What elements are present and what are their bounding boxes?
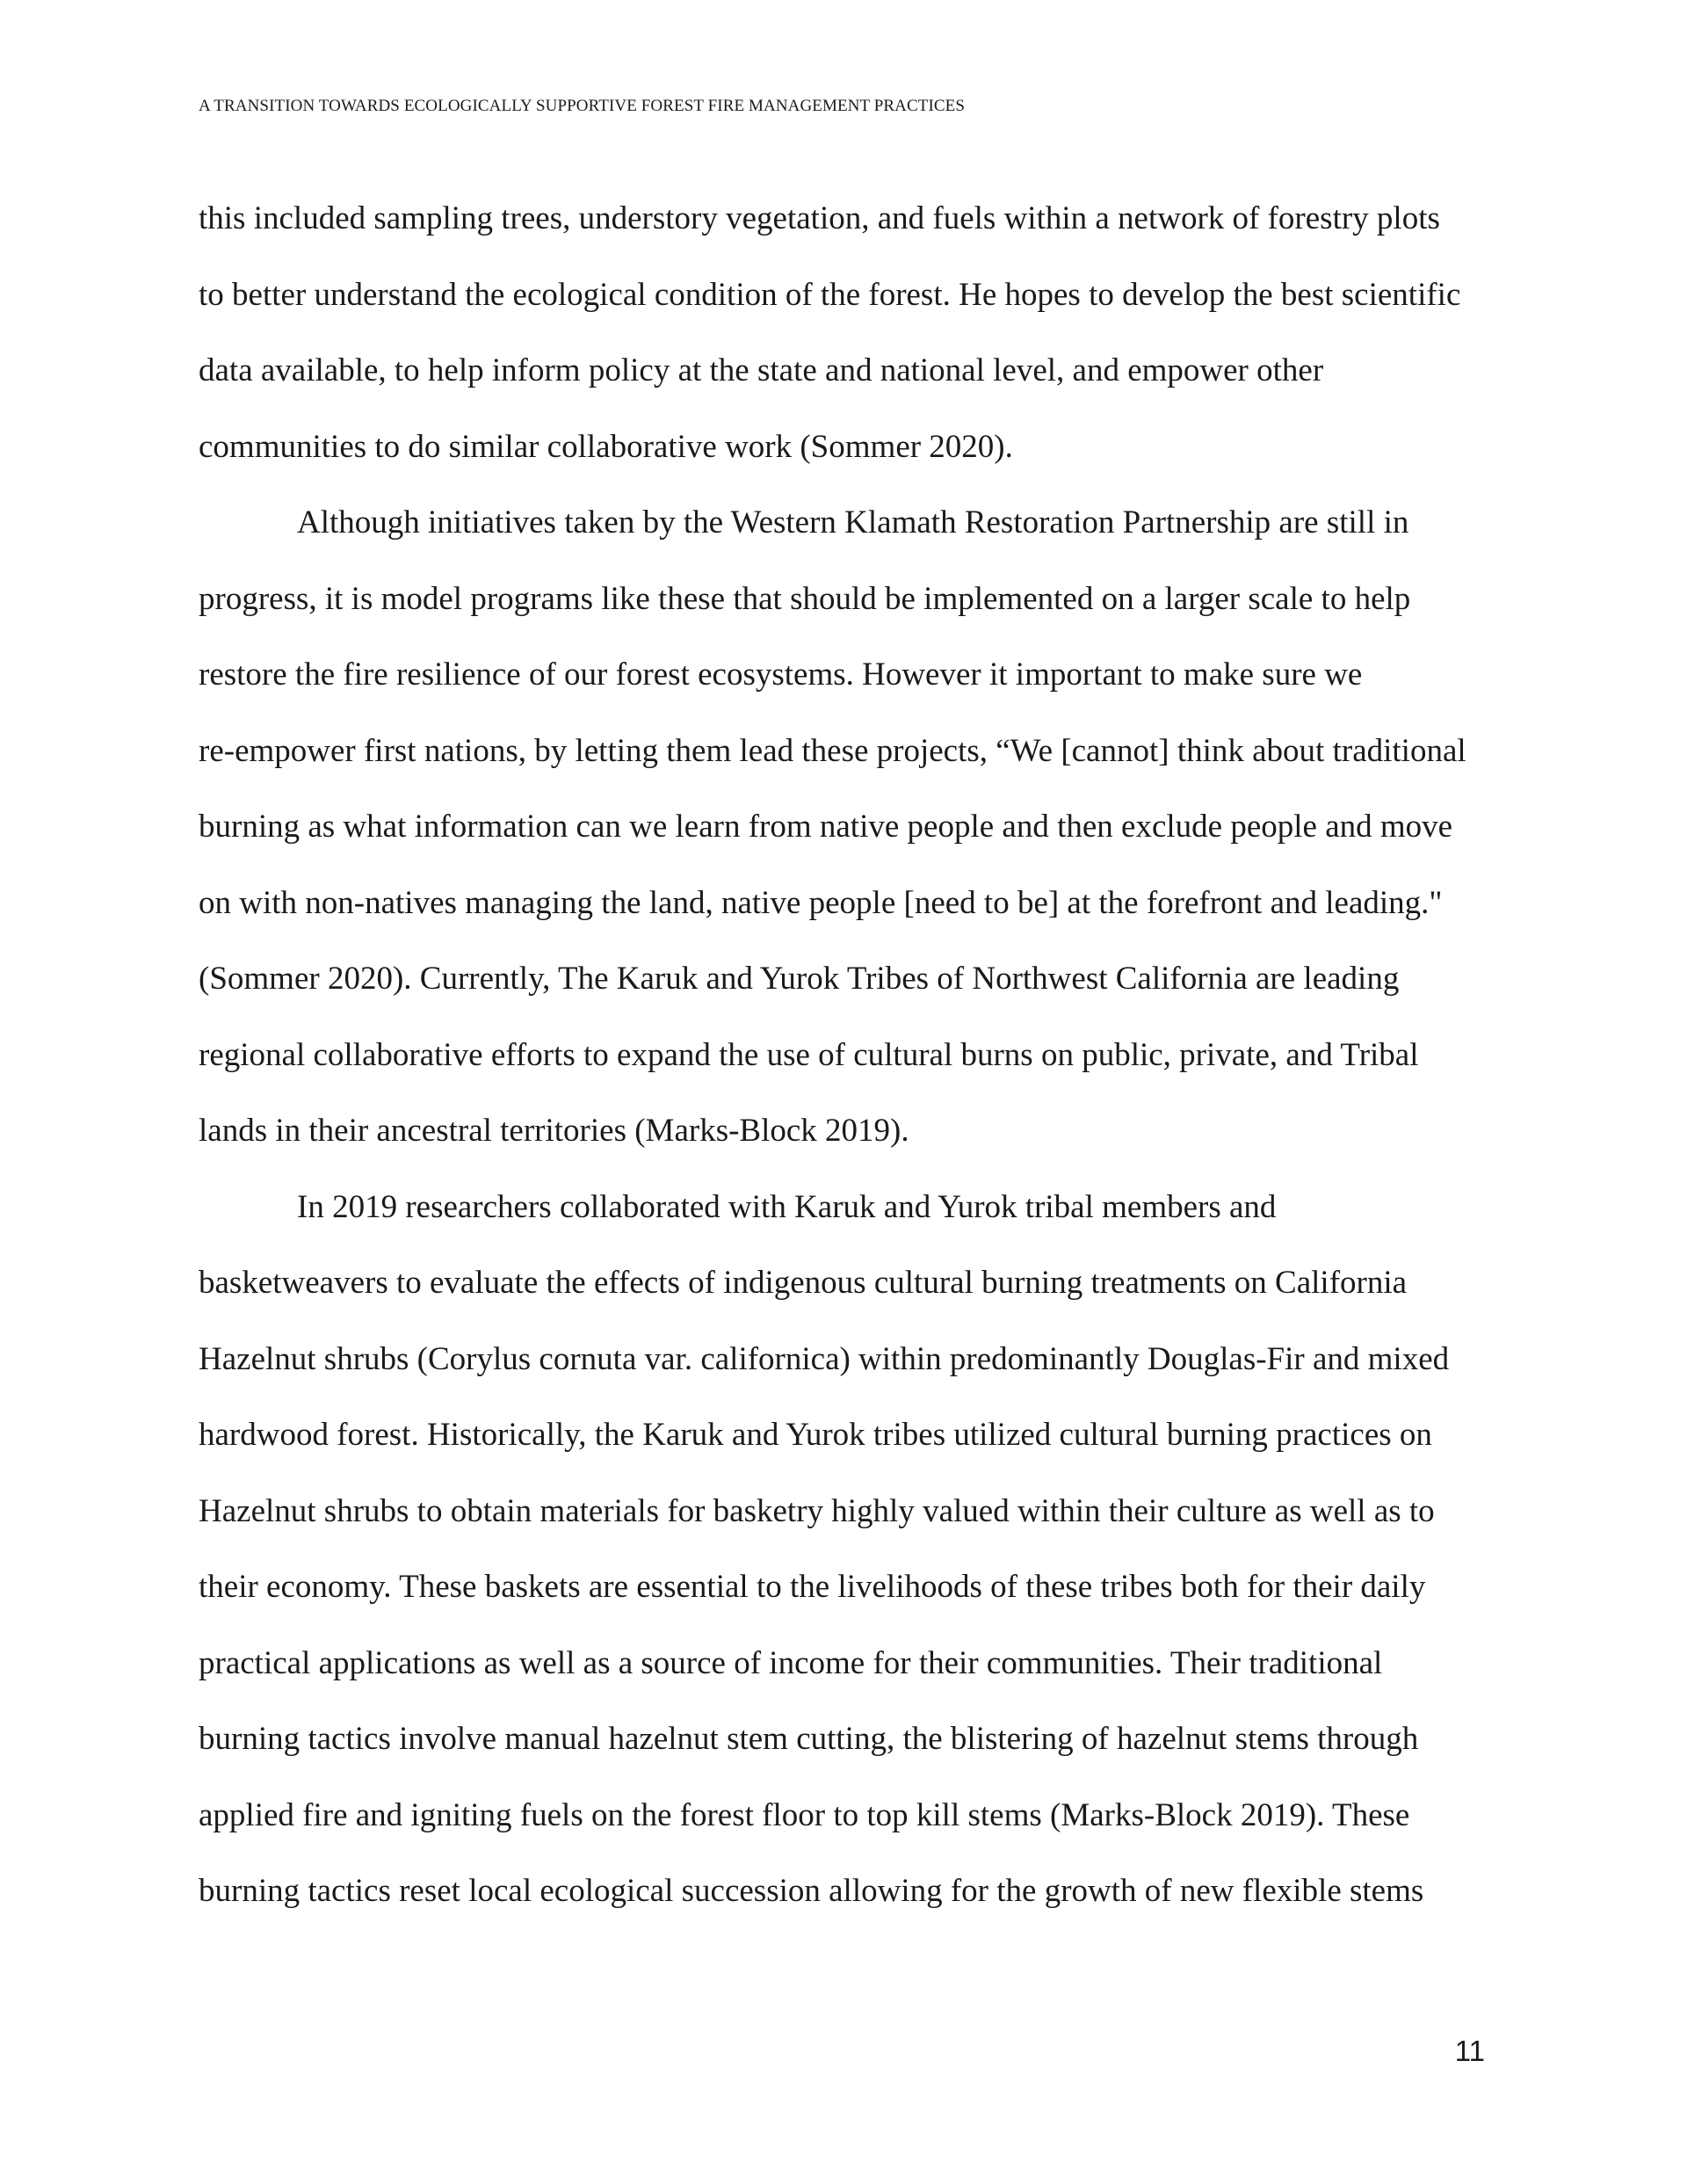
text-line: progress, it is model programs like these that should be implemented on a larger scale to help	[199, 580, 1411, 617]
text-line: Hazelnut shrubs to obtain materials for basketry highly valued within their culture as well as to	[199, 1492, 1435, 1529]
paragraph-first-line: In 2019 researchers collaborated with Karuk and Yurok tribal members and	[297, 1188, 1277, 1225]
text-line: regional collaborative efforts to expand the use of cultural burns on public, private, and Tribal	[199, 1036, 1419, 1073]
text-line: practical applications as well as a source of income for their communities. Their traditional	[199, 1644, 1383, 1681]
body-text	[199, 195, 1517, 1944]
text-line: burning as what information can we learn from native people and then exclude people and move	[199, 809, 1453, 845]
text-line: applied fire and igniting fuels on the forest floor to top kill stems (Marks-Block 2019). These	[199, 1796, 1410, 1833]
text-line: this included sampling trees, understory vegetation, and fuels within a network of forestry plots	[199, 200, 1440, 236]
running-header: A TRANSITION TOWARDS ECOLOGICALLY SUPPORTIVE FOREST FIRE MANAGEMENT PRACTICES	[199, 97, 966, 115]
text-line: basketweavers to evaluate the effects of indigenous cultural burning treatments on California	[199, 1265, 1408, 1301]
paragraph-first-line: Although initiatives taken by the Western Klamath Restoration Partnership are still in	[297, 504, 1409, 541]
text-line: their economy. These baskets are essential to the livelihoods of these tribes both for their daily	[199, 1569, 1426, 1605]
text-line: Hazelnut shrubs (Corylus cornuta var. californica) within predominantly Douglas-Fir and mixed	[199, 1340, 1450, 1377]
text-line: communities to do similar collaborative work (Sommer 2020).	[199, 428, 1013, 465]
text-line: restore the fire resilience of our forest ecosystems. However it important to make sure we	[199, 657, 1363, 693]
text-line: hardwood forest. Historically, the Karuk and Yurok tribes utilized cultural burning practices on	[199, 1417, 1432, 1453]
text-line: lands in their ancestral territories (Marks-Block 2019).	[199, 1113, 909, 1149]
text-line: burning tactics involve manual hazelnut stem cutting, the blistering of hazelnut stems through	[199, 1721, 1419, 1757]
text-line: data available, to help inform policy at the state and national level, and empower other	[199, 352, 1324, 388]
page-number: 11	[1454, 2035, 1485, 2067]
text-line: to better understand the ecological condition of the forest. He hopes to develop the best scientific	[199, 276, 1461, 313]
text-line: on with non-natives managing the land, native people [need to be] at the forefront and leading."	[199, 884, 1443, 921]
text-line: burning tactics reset local ecological succession allowing for the growth of new flexible stems	[199, 1873, 1424, 1909]
text-line: (Sommer 2020). Currently, The Karuk and Yurok Tribes of Northwest California are leading	[199, 961, 1400, 997]
text-line: re-empower first nations, by letting them lead these projects, “We [cannot] think about traditional	[199, 732, 1466, 769]
